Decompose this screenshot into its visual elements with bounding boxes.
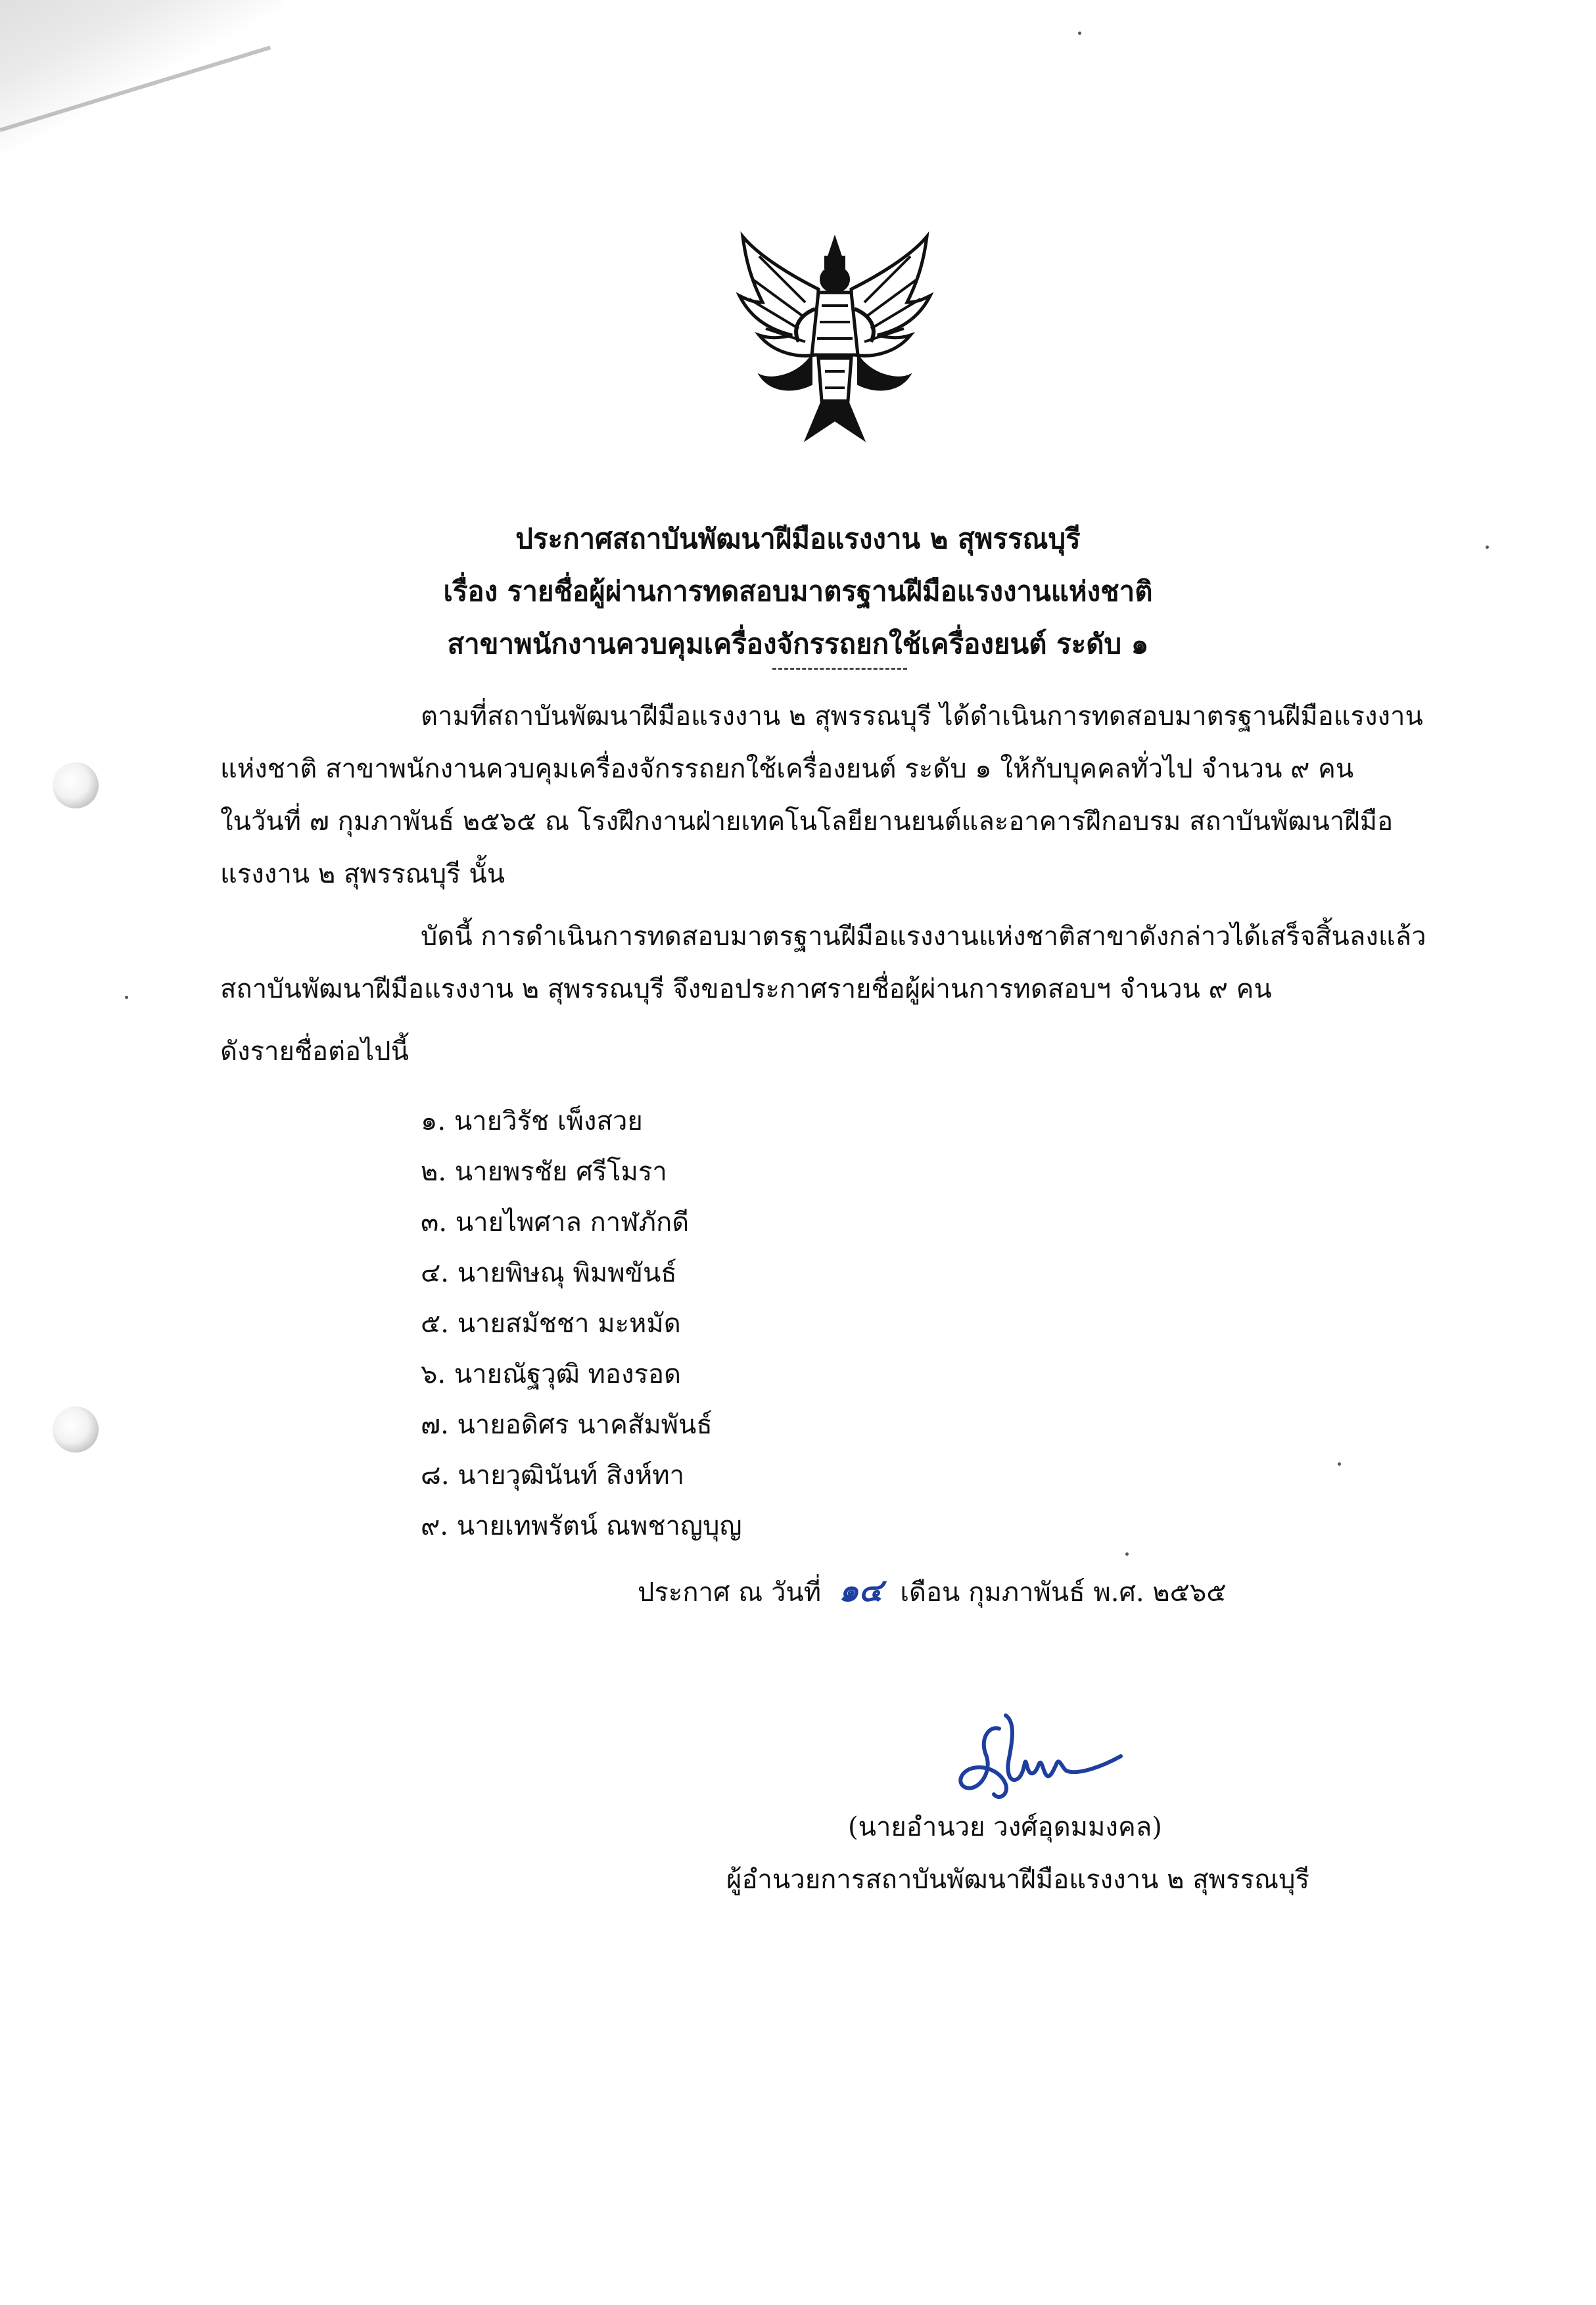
date-prefix: ประกาศ ณ วันที่ (638, 1577, 822, 1608)
list-item: ๖. นายณัฐวุฒิ ทองรอด (421, 1359, 681, 1389)
passed-names-list (421, 1096, 742, 1552)
list-item: ๒. นายพรชัย ศรีโมรา (421, 1157, 667, 1187)
list-item: ๓. นายไพศาล กาฬภักดี (421, 1207, 690, 1238)
title-line-3: สาขาพนักงานควบคุมเครื่องจักรรถยกใช้เครื่องยนต์ ระดับ ๑ (447, 628, 1149, 660)
punch-hole-bottom (53, 1407, 99, 1453)
paragraph-2-line-2: สถาบันพัฒนาฝีมือแรงงาน ๒ สุพรรณบุรี จึงขอประกาศรายชื่อผู้ผ่านการทดสอบฯ จำนวน ๙ คน (220, 974, 1272, 1004)
date-day-handwritten: ๑๔ (838, 1572, 883, 1609)
paragraph-1-line-1: ตามที่สถาบันพัฒนาฝีมือแรงงาน ๒ สุพรรณบุรี ได้ดำเนินการทดสอบมาตรฐานฝีมือแรงงาน (421, 701, 1423, 732)
scan-speck (1078, 32, 1081, 35)
list-item: ๔. นายพิษณุ พิมพขันธ์ (421, 1258, 677, 1288)
scan-speck (1125, 1552, 1129, 1556)
paragraph-1-line-4: แรงงาน ๒ สุพรรณบุรี นั้น (220, 859, 505, 889)
scan-speck (125, 996, 128, 999)
list-item: ๘. นายวุฒินันท์ สิงห์ทา (421, 1460, 685, 1491)
scan-speck (1338, 1462, 1341, 1466)
scan-shadow (0, 0, 302, 179)
list-item: ๕. นายสมัชชา มะหมัด (421, 1309, 681, 1339)
punch-hole-top (53, 762, 99, 808)
announcement-date (638, 1564, 1227, 1619)
signer-position: ผู้อำนวยการสถาบันพัฒนาฝีมือแรงงาน ๒ สุพรรณบุรี (726, 1865, 1309, 1895)
document-title (0, 513, 1596, 670)
title-line-2: เรื่อง รายชื่อผู้ผ่านการทดสอบมาตรฐานฝีมือแรงงานแห่งชาติ (443, 575, 1153, 607)
list-item: ๗. นายอดิศร นาคสัมพันธ์ (421, 1410, 713, 1440)
garuda-emblem-icon (733, 230, 937, 447)
scan-speck (1486, 546, 1489, 549)
paragraph-1-line-2: แห่งชาติ สาขาพนักงานควบคุมเครื่องจักรรถยกใช้เครื่องยนต์ ระดับ ๑ ให้กับบุคคลทั่วไป จำนวน ๙ คน (220, 754, 1354, 784)
list-item: ๙. นายเทพรัตน์ ณพชาญบุญ (421, 1511, 742, 1541)
paragraph-2-line-1: บัดนี้ การดำเนินการทดสอบมาตรฐานฝีมือแรงงานแห่งชาติสาขาดังกล่าวได้เสร็จสิ้นลงแล้ว (421, 921, 1426, 952)
paragraph-1-line-3: ในวันที่ ๗ กุมภาพันธ์ ๒๕๖๕ ณ โรงฝึกงานฝ่ายเทคโนโลยียานยนต์และอาคารฝึกอบรม สถาบันพัฒนาฝีมือ (220, 806, 1394, 837)
paragraph-2-line-3: ดังรายชื่อต่อไปนี้ (220, 1036, 409, 1067)
title-line-1: ประกาศสถาบันพัฒนาฝีมือแรงงาน ๒ สุพรรณบุรี (515, 523, 1081, 555)
signer-name: (นายอำนวย วงศ์อุดมมงคล) (848, 1812, 1162, 1842)
title-divider (772, 668, 907, 670)
list-item: ๑. นายวิรัช เพ็งสวย (421, 1106, 643, 1136)
date-suffix: เดือน กุมภาพันธ์ พ.ศ. ๒๕๖๕ (900, 1577, 1227, 1608)
handwritten-signature-icon (953, 1702, 1124, 1814)
